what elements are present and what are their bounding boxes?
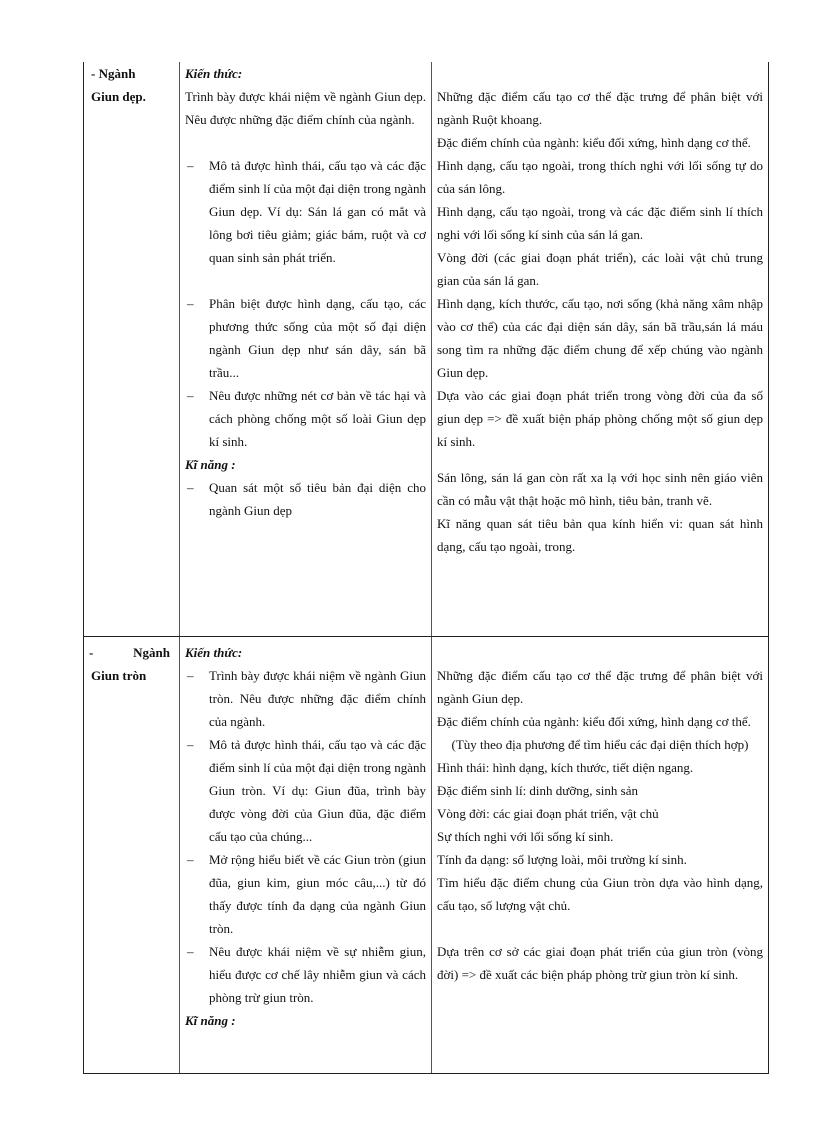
note-text: Đặc điểm chính của ngành: kiểu đối xứng, hình dạng cơ thể. bbox=[437, 714, 751, 729]
requirements-cell bbox=[180, 62, 432, 637]
list-item: – Nêu được khái niệm về sự nhiễm giun, hiểu được cơ chế lây nhiễm giun và cách phòng trừ giun tròn. bbox=[185, 940, 426, 1009]
knowledge-heading: Kiến thức: bbox=[185, 66, 243, 81]
skill-list bbox=[185, 476, 426, 522]
knowledge-heading: Kiến thức: bbox=[185, 645, 243, 660]
list-item: – Trình bày được khái niệm về ngành Giun tròn. Nêu được những đặc điểm chính của ngành. bbox=[185, 664, 426, 733]
skill-heading: Kĩ năng : bbox=[185, 1013, 236, 1028]
table-row-giun-tron bbox=[84, 637, 769, 1074]
topic-dash: - bbox=[89, 645, 94, 660]
list-item: – Phân biệt được hình dạng, cấu tạo, các phương thức sống của một số đại diện ngành Giun dẹp như sán dây, sán bã trầu... bbox=[185, 292, 426, 384]
list-item: – Mô tả được hình thái, cấu tạo và các đặc điểm sinh lí của một đại diện trong ngành Giun tròn. Ví dụ: Giun đũa, trình bày được vòng đời của Giun đũa, đặc điểm cấu tạo của chúng... bbox=[185, 733, 426, 848]
skill-heading: Kĩ năng : bbox=[185, 457, 236, 472]
topic-label-line: - Ngành bbox=[91, 66, 136, 81]
knowledge-intro: Trình bày được khái niệm về ngành Giun dẹp. Nêu được những đặc điểm chính của ngành. bbox=[185, 89, 426, 127]
note-text: Những đặc điểm cấu tạo cơ thể đặc trưng để phân biệt với ngành Giun dẹp. bbox=[437, 668, 763, 706]
note-text: Tính đa dạng: số lượng loài, môi trường kí sinh. bbox=[437, 852, 687, 867]
note-text: Dựa vào các giai đoạn phát triển trong vòng đời của đa số giun dẹp => đề xuất biện pháp phòng chống một số giun dẹp kí sinh. bbox=[437, 388, 763, 449]
list-item: – Quan sát một số tiêu bản đại diện cho ngành Giun dẹp bbox=[185, 476, 426, 522]
knowledge-list bbox=[185, 664, 426, 1009]
table-row-giun-dep bbox=[84, 62, 769, 637]
note-text: (Tùy theo địa phương để tìm hiểu các đại diện thích hợp) bbox=[451, 737, 749, 752]
note-text: Hình dạng, kích thước, cấu tạo, nơi sống (khả năng xâm nhập vào cơ thể) của các đại diện sán dây, sán bã trầu,sán lá máu song tìm ra những đặc điểm chung để xếp chúng vào ngành Giun dẹp. bbox=[437, 296, 763, 380]
topic-cell bbox=[84, 62, 180, 637]
note-text: Sán lông, sán lá gan còn rất xa lạ với học sinh nên giáo viên cần có mẫu vật thật hoặc mô hình, tiêu bản, tranh vẽ. bbox=[437, 470, 763, 508]
curriculum-table bbox=[83, 62, 769, 1074]
note-text: Vòng đời (các giai đoạn phát triển), các loài vật chủ trung gian của sán lá gan. bbox=[437, 250, 763, 288]
topic-label-line: Giun tròn bbox=[91, 668, 147, 683]
note-text: Kĩ năng quan sát tiêu bản qua kính hiển vi: quan sát hình dạng, cấu tạo ngoài, trong. bbox=[437, 516, 763, 554]
topic-word: Ngành bbox=[133, 645, 170, 660]
requirements-cell bbox=[180, 637, 432, 1074]
note-text: Tìm hiểu đặc điểm chung của Giun tròn dựa vào hình dạng, cấu tạo, số lượng vật chủ. bbox=[437, 875, 763, 913]
note-text: Đặc điểm sinh lí: dinh dưỡng, sinh sản bbox=[437, 783, 638, 798]
topic-label-line bbox=[89, 641, 174, 664]
knowledge-list bbox=[185, 154, 426, 453]
note-text: Hình thái: hình dạng, kích thước, tiết diện ngang. bbox=[437, 760, 694, 775]
notes-cell bbox=[432, 637, 769, 1074]
note-text: Đặc điểm chính của ngành: kiểu đối xứng, hình dạng cơ thể. bbox=[437, 135, 751, 150]
note-text: Hình dạng, cấu tạo ngoài, trong thích nghi với lối sống tự do của sán lông. bbox=[437, 158, 763, 196]
topic-label-line: Giun dẹp. bbox=[91, 89, 146, 104]
topic-cell bbox=[84, 637, 180, 1074]
list-item: – Nêu được những nét cơ bản về tác hại và cách phòng chống một số loài Giun dẹp kí sinh. bbox=[185, 384, 426, 453]
note-text: Sự thích nghi với lối sống kí sinh. bbox=[437, 829, 614, 844]
list-item: – Mô tả được hình thái, cấu tạo và các đặc điểm sinh lí của một đại diện trong ngành Giun dẹp. Ví dụ: Sán lá gan có mắt và lông bơi tiêu giảm; giác bám, ruột và cơ quan sinh sản phát triển. bbox=[185, 154, 426, 269]
notes-cell bbox=[432, 62, 769, 637]
note-text: Vòng đời: các giai đoạn phát triển, vật chủ bbox=[437, 806, 659, 821]
note-text: Hình dạng, cấu tạo ngoài, trong và các đặc điểm sinh lí thích nghi với lối sống kí sinh của sán lá gan. bbox=[437, 204, 763, 242]
note-text: Dựa trên cơ sở các giai đoạn phát triển của giun tròn (vòng đời) => đề xuất các biện pháp phòng trừ giun tròn kí sinh. bbox=[437, 944, 763, 982]
note-text: Những đặc điểm cấu tạo cơ thể đặc trưng để phân biệt với ngành Ruột khoang. bbox=[437, 89, 763, 127]
list-item: – Mở rộng hiểu biết về các Giun tròn (giun đũa, giun kim, giun móc câu,...) từ đó thấy được tính đa dạng của ngành Giun tròn. bbox=[185, 848, 426, 940]
